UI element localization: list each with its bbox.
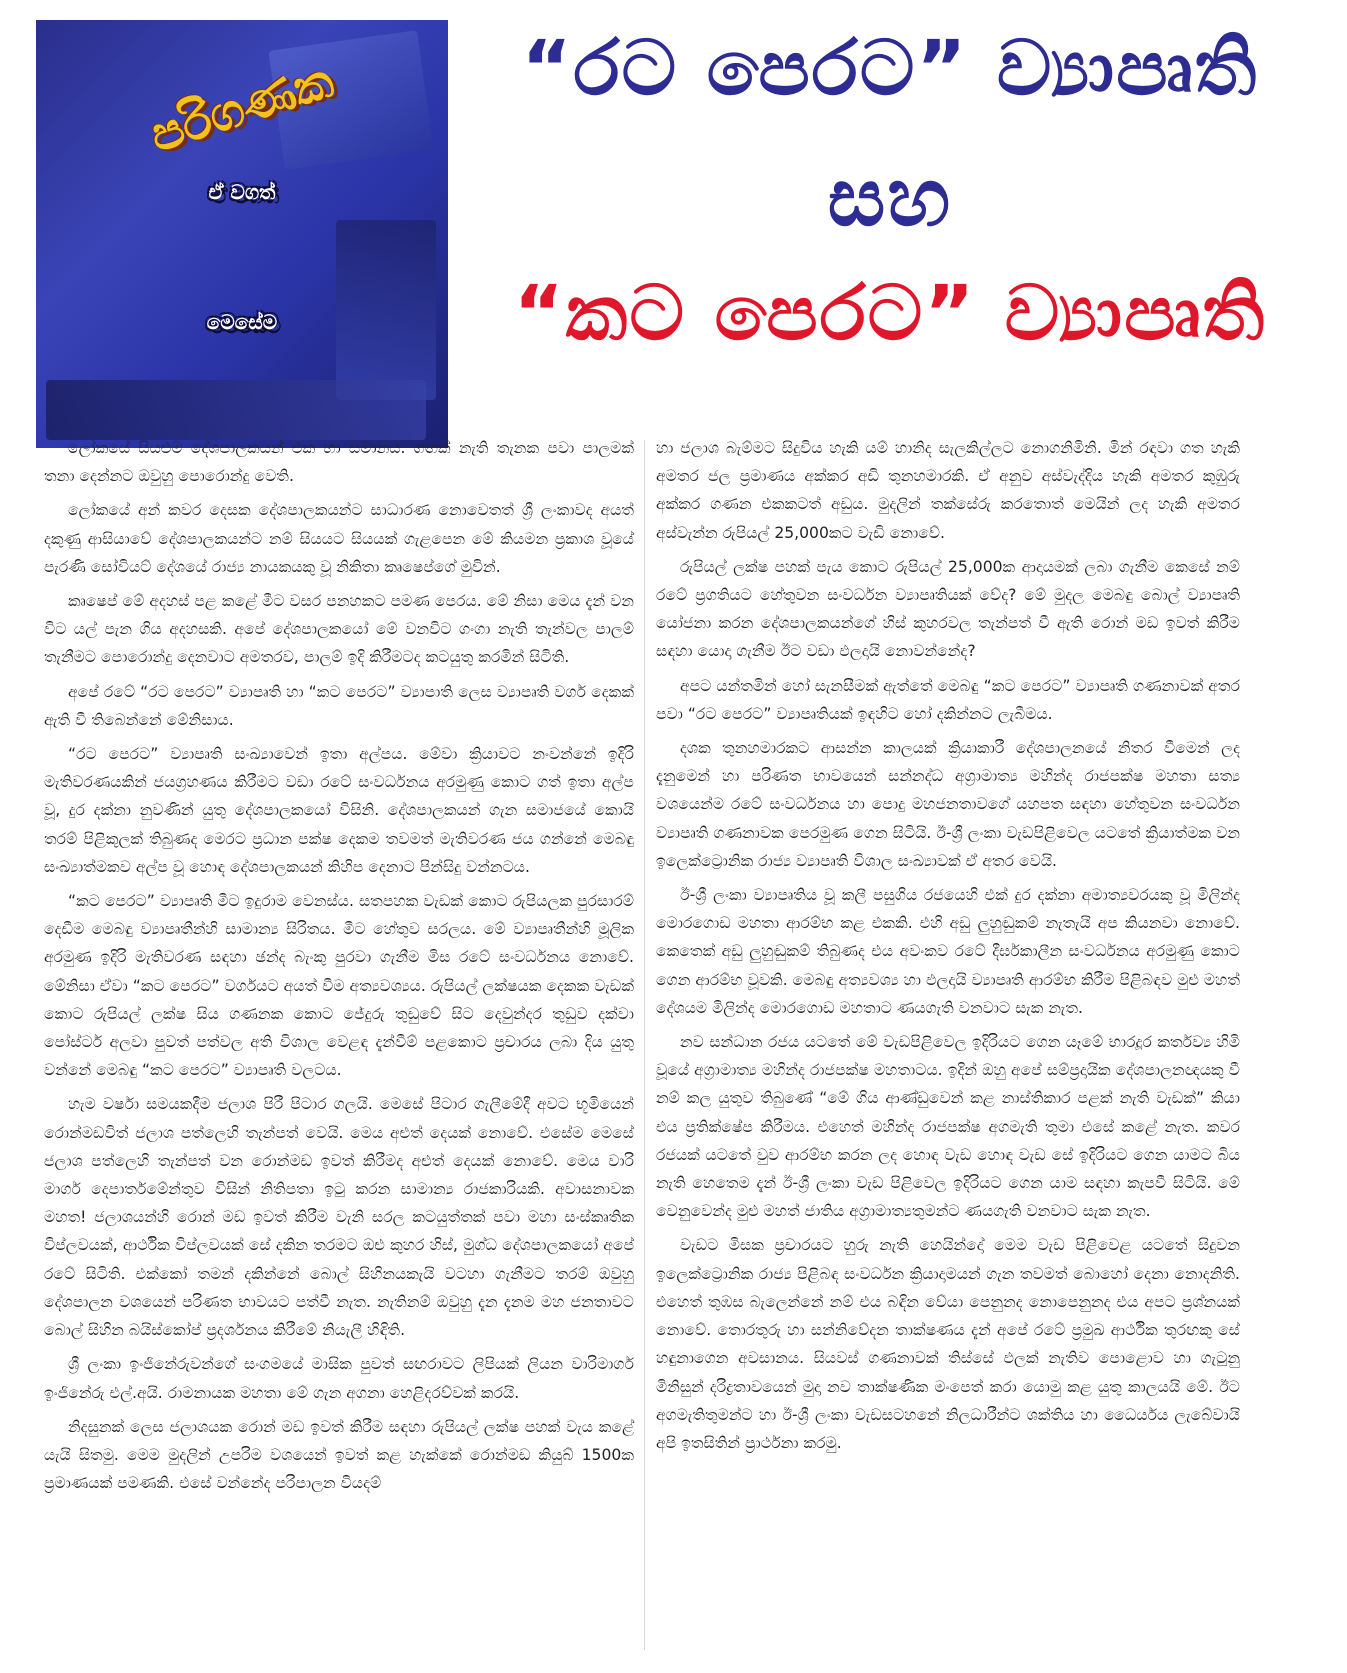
column-title-line1: ඒ වගත් [208, 180, 276, 204]
paragraph: අපට යන්තමින් හෝ සැනසීමක් ඇත්තේ මෙබඳු “කට පෙරට” ව්‍යාපෘති ගණනාවක් අතර පවා “රට පෙරට” ව්‍යාපෘතියක් ඉඳහිට හෝ දකින්නට ලැබීමය. [656, 676, 1240, 723]
article-column-left [44, 434, 634, 1503]
headline-line1: “රට පෙරට” ව්‍යාපෘති [521, 23, 1259, 112]
paragraph: “කට පෙරට” ව්‍යාපෘති මීට ඉදුරාම වෙනස්ය. සතපහක වැඩක් කොට රුපියලක පුරසාරම් දෙඩීම මෙබඳු ව්‍යාපෘතීන්හි සාමාන්‍ය සිරිතය. මීට හේතුව සරලය. මේ ව්‍යාපෘතීන්හි මූලික අරමුණ ඉදිරි මැතිවරණ සඳහා ඡන්ද බැංකු පුරවා ගැනීම මිස රටේ සංවර්ධනය නොවේ. මේනිසා ඒවා “කට පෙරට” වර්ගයට අයත් වීම අත්‍යවශ්‍යය. රුපියල් ලක්ෂයක දෙකක වැඩක් කොට රුපියල් ලක්ෂ සිය ගණනක කොට ජේදුරු තුඩුවේ සිට දෙවුන්දර තුඩුව දක්වා පෝස්ටර් අලවා පුවත් පත්වල අති විශාල වෙළඳ දැන්වීම් පළකොට ප්‍රචාරය ලබා දිය යුතු වන්නේ මෙබඳු “කට පෙරට” ව්‍යාපෘති වලටය. [44, 892, 634, 1080]
paragraph: “රට පෙරට” ව්‍යාපෘති සංඛ්‍යාවෙන් ඉතා අල්පය. මේවා ක්‍රියාවට නංවන්නේ ඉදිරි මැතිවරණයකින් ජයග්‍රහණය කිරීමට වඩා රටේ සංවර්ධනය අරමුණු කොට ගත් ඉතා අල්ප වූ, දුර දක්නා නුවණින් යුතු දේශපාලකයෝ විසිනි. දේශපාලකයන් ගැන සමාජයේ කොයි තරම් පිළිකුලක් තිබුණද මෙරට ප්‍රධාන පක්ෂ දෙකම තවමත් මැතිවරණ ජය ගන්නේ මෙබඳු සංඛ්‍යාත්මකව අල්ප වූ හොඳ දේශපාලකයන් කිහිප දෙනාට පින්සිදු වන්නටය. [44, 745, 634, 876]
column-kicker: පරිගණක [143, 52, 341, 164]
headline-line3: “කට පෙරට” ව්‍යාපෘති [513, 268, 1267, 357]
decorative-streak [46, 380, 426, 440]
column-divider [644, 440, 645, 1650]
paragraph: වැඩට මිසක ප්‍රචාරයට හුරු නැති හෙයින්දෝ මෙම වැඩ පිළිවෙළ යටතේ සිදුවන ඉලෙක්ට්‍රොනික රාජ්‍ය පිළිබඳ සංවර්ධන ක්‍රියාදාමයන් ගැන තවමත් බොහෝ දෙනා නොදනිති. එහෙත් තුඹස බැලෙන්නේ නම් එය බඳින වේයා පෙනුනද නොපෙනුනද එය අපට ප්‍රශ්නයක් නොවේ. තොරතුරු හා සන්නිවේදන තාක්ෂණය දැන් අපේ රටේ ප්‍රමුඛ ආර්ථික තුරඟකු සේ හඳුනාගෙන අවසානය. සියවස් ගණනාවක් තිස්සේ ඵලක් නැතිව පොළොව හා ගැටුනු මිනිසුන් දරිද්‍රතාවයෙන් මුදා නව තාක්ෂණික මංපෙත් කරා යොමු කළ යුතු කාලයයි මේ. ඊට අගමැතිතුමන්ට හා ඊ-ශ්‍රී ලංකා වැඩසටහනේ නිලධාරීන්ට ශක්තිය හා ධෛර්යය ලැබේවායි අපි ඉතසිතින් ප්‍රාර්ථනා කරමු. [656, 1236, 1240, 1452]
paragraph: ශ්‍රී ලංකා ඉංජිනේරුවන්ගේ සංගමයේ මාසික පුවත් සඟරාවට ලිපියක් ලියන වාරිමාර්ග ඉංජිනේරු එල්.අයි. රාමනායක මහතා මේ ගැන අගනා හෙළිදරව්වක් කරයි. [44, 1355, 634, 1402]
paragraph: දශක තුනහමාරකට ආසන්න කාලයක් ක්‍රියාකාරී දේශපාලනයේ නිතර වීමෙන් ලද දැනුමෙන් හා පරිණත භාවයෙන් සන්නද්ධ අග්‍රාමාත්‍ය මහින්ද රාජපක්ෂ මහතා සත්‍ය වශයෙන්ම රටේ සංවර්ධනය හා පොදු මහජනතාවගේ යහපත සඳහා හේතුවන සංවර්ධන ව්‍යාපෘති ගණනාවක පෙරමුණ ගෙන සිටියි. ඊ-ශ්‍රී ලංකා වැඩපිළිවෙල යටතේ ක්‍රියාත්මක වන ඉලෙක්ට්‍රොනික රාජ්‍ය ව්‍යාපෘති විශාල සංඛ්‍යාවක් ඒ අතර වෙයි. [656, 739, 1240, 870]
paragraph: ලෝකයේ අන් කවර දෙසක දේශපාලකයන්ට සාධාරණ නොවෙතත් ශ්‍රී ලංකාවද අයත් දකුණු ආසියාවේ දේශපාලකයන්ට නම් සියයට සියයක් ගැළපෙන මේ කියමන ප්‍රකාශ වූයේ පැරණි සෝවියට් දේශයේ රාජ්‍ය නායකයකු වූ නිකිතා කෘෂෙප්ගේ මුවින්. [44, 501, 634, 576]
paragraph: නව සන්ධාන රජය යටතේ මේ වැඩපිළිවෙල ඉදිරියට ගෙන යෑමේ භාරදූර කර්තව්‍ය හිමි වූයේ අග්‍රාමාත්‍ය මහින්ද රාජපක්ෂ මහතාටය. ඉදින් ඔහු අපේ සම්ප්‍රදායික දේශපාලනඥයකු වී නම් කල යුතුව තිබුණේ “මේ ගිය ආණ්ඩුවෙන් කළ නාස්තිකාර පළක් නැති වැඩක්” කියා එය ප්‍රතික්ෂේප කිරීමය. එහෙත් මහින්ද රාජපක්ෂ අගමැති තුමා එසේ කළේ නැත. කවර රජයක් යටතේ වුව ආරම්භ කරන ලද හොඳ වැඩ හොඳ වැඩ සේ ඉදිරියට ගෙන යාමට බිය නැති හෙතෙම දැන් ඊ-ශ්‍රී ලංකා වැඩ පිළිවෙල ඉදිරියට ගෙන යාම සඳහා කැපවී සිටියි. මේ වෙනුවෙන්ද මුළු මහත් ජාතිය අග්‍රාමාත්‍යතුමන්ට ණයගැති වනවාට සැක නැත. [656, 1033, 1240, 1221]
paragraph: නිදසුනක් ලෙස ජලාශයක රොන් මඩ ඉවත් කිරීම සඳහා රුපියල් ලක්ෂ පහක් වැය කළේ යැයි සිතමු. මෙම මුදලින් උපරිම වශයෙන් ඉවත් කළ හැක්කේ රොන්මඩ කියුබ් 1500ක ප්‍රමාණයක් පමණකි. එසේ වන්නේද පරිපාලන වියදම් [44, 1417, 634, 1493]
paragraph: රුපියල් ලක්ෂ පහක් පැය කොට රුපියල් 25,000ක ආදායමක් ලබා ගැනීම කෙසේ නම් රටේ ප්‍රගතියට හේතුවන සංවර්ධන ව්‍යාපෘතියක් වේද? මේ මුදල මෙබඳු බොල් ව්‍යාපෘති යෝජනා කරන දේශපාලකයන්ගේ හිස් කුහරවල තැන්පත් වී ඇති රොන් මඩ ඉවත් කිරීම සඳහා යොදා ගැනීම ඊට වඩා ඵලදායි නොවන්නේද? [656, 557, 1240, 661]
paragraph: හා ජලාශ බැම්මට සිදුවිය හැකි යම් හානිද සැලකිල්ලට නොගනිමිනි. මින් රඳවා ගත හැකි අමතර ජල ප්‍රමාණය අක්කර අඩි තුනහමාරකි. ඒ අනුව අස්වැද්දිය හැකි අමතර කුඹුරු අක්කර ගණන එකකටත් අඩුය. මුදලින් තක්සේරු කරතොත් මෙයින් ලද හැකි අමතර අස්වැන්න රුපියල් 25,000කට වැඩි නොවේ. [656, 439, 1240, 542]
article-column-right [656, 434, 1240, 1463]
column-logo-image [36, 20, 448, 448]
paragraph: අපේ රටේ “රට පෙරට” ව්‍යාපෘති හා “කට පෙරට” ව්‍යාපාති ලෙස ව්‍යාපෘති වර්ග දෙකක් ඇති වී තිබෙන්නේ මේනිසාය. [44, 682, 634, 729]
paragraph: ලෝකයේ සියළුම දේශපාලකයන් එක හා සමානය. ගඟක් නැති තැනක පවා පාලමක් තනා දෙන්නට ඔවුහු පොරොන්දු වෙති. [44, 439, 634, 486]
column-title-line2: මෙසේම [206, 310, 278, 334]
paragraph: කෘෂෙප් මේ අදහස් පළ කළේ මීට වසර පනහකට පමණ පෙරය. මේ නිසා මෙය දැන් වන විට යල් පැන ගිය අදහසකි. අපේ දේශපාලකයෝ මේ වනවිට ගංගා නැති තැන්වල පාලම් තැනීමට පොරොන්දු දෙනවාට අමතරව, පාලම් ඉදි කිරීමටද කටයුතු කරමින් සිටිති. [44, 592, 634, 667]
paragraph: හැම වර්ෂා සමයකදීම ජලාශ පිරී පිටාර ගලයි. මෙසේ පිටාර ගැලීමේදී අවට භූමියෙන් රොන්මඩවිත් ජලාශ පත්ලෙහි තැන්පත් වෙයි. මෙය අළුත් දෙයක් නොවේ. එසේම මෙසේ ජලාශ පත්ලෙහි තැන්පත් වන රොන්මඩ ඉවත් කිරීමද අළුත් දෙයක් නොවේ. මෙය වාරි මාර්ග දෙපාර්තමේන්තුව විසින් නිතිපතා ඉටු කරන සාමාන්‍ය රාජකාරියකි. අවාසනාවක මහත! ජලාශයන්හි රොන් මඩ ඉවත් කිරීම වැනි සරල කටයුත්තක් පවා මහා සංස්කෘතික විප්ලවයක්, ආර්ථික විප්ලවයක් සේ දකින තරමට ඔළු කුහර හිස්, මුග්ධ දේශපාලකයෝ අපේ රටේ සිටිති. එක්කෝ තමන් දකින්නේ බොල් සිහිනයකැයි වටහා ගැනීමට තරම් ඔවුහු දේශපාලන වශයෙන් පරිණත භාවයට පත්වී නැත. නැතිනම් ඔවුහු දැන දැනම මහ ජනතාවට බොල් සිහින බයිස්කෝප් ප්‍රදර්ශනය කිරීමේ නියැලී හිඳිති. [44, 1095, 634, 1340]
headline-line2: සහ [827, 151, 953, 244]
paragraph: ඊ-ශ්‍රී ලංකා ව්‍යාපෘතිය වූ කලී පසුගිය රජයෙහි එක් දුර දක්නා අමාත්‍යවරයකු වූ මිලින්ද මොරගොඩ මහතා ආරම්භ කළ එකකි. එහි අඩු ලුහුඬුකම් නැතැයි අප කියනවා නොවේ. කෙතෙක් අඩු ලුහුඬුකම් තිබුණද එය අවංකව රටේ දීර්ඝකාලීන සංවර්ධනය අරමුණු කොට ගෙන ආරම්භ වූවකි. මෙබඳු අත්‍යවශ්‍ය හා ඵලදායි ව්‍යාපෘති ආරම්භ කිරීම පිළිබඳව මුළු මහත් දේශයම මිලින්ද මොරගොඩ මහතාට ණයගැති වනවාට සැක නැත. [656, 886, 1240, 1017]
